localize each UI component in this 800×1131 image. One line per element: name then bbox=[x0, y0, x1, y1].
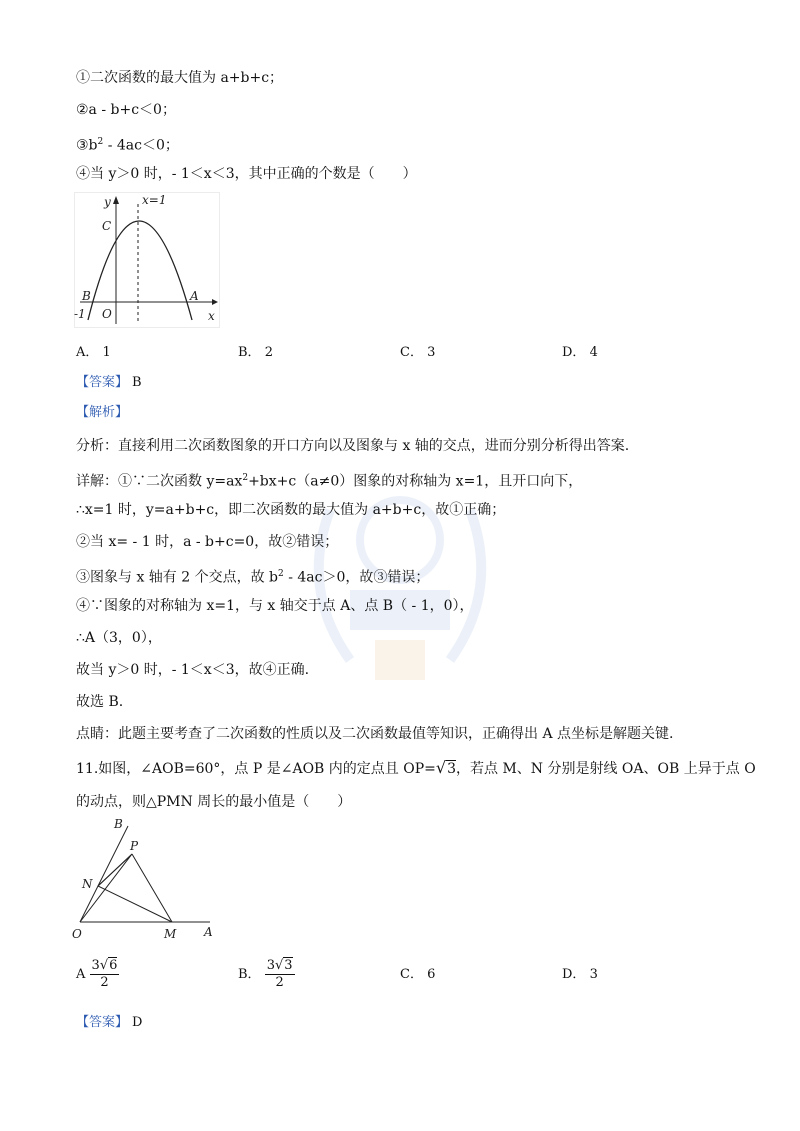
statement-3-post: - 4ac＜0； bbox=[103, 137, 179, 154]
q10-option-a bbox=[76, 344, 111, 362]
statement-4: ④当 y＞0 时，- 1＜x＜3，其中正确的个数是（ ） bbox=[76, 166, 417, 182]
q10-option-a-letter: A． bbox=[76, 345, 99, 360]
q10-option-d-letter: D． bbox=[562, 345, 586, 360]
origin-label: O bbox=[102, 307, 112, 321]
detail-line-2: ∴x=1 时，y=a+b+c，即二次函数的最大值为 a+b+c，故①正确； bbox=[76, 502, 506, 518]
q10-option-d bbox=[562, 344, 598, 362]
label-o: O bbox=[72, 927, 82, 941]
q11-stem-post: ，若点 M、N 分别是射线 OA、OB 上异于点 O bbox=[456, 761, 756, 777]
q11-option-b-coef: 3 bbox=[266, 958, 275, 973]
q11-answer-tag: 【答案】 bbox=[76, 1015, 129, 1030]
point-c-label: C bbox=[102, 219, 112, 233]
statement-2: ②a - b+c＜0； bbox=[76, 102, 176, 118]
q11-option-b bbox=[238, 958, 295, 991]
label-b: B bbox=[114, 817, 123, 831]
statement-3 bbox=[76, 132, 179, 156]
y-axis-arrow bbox=[113, 196, 119, 204]
q10-option-b bbox=[238, 344, 273, 362]
q10-analysis-tag bbox=[76, 402, 128, 423]
segment-n-aux bbox=[98, 858, 128, 886]
label-p: P bbox=[130, 839, 139, 853]
q11-option-a-coef: 3 bbox=[91, 958, 100, 973]
detail-line-5: ④∵图象的对称轴为 x=1，与 x 轴交于点 A、点 B（ - 1，0）， bbox=[76, 598, 474, 614]
q10-option-c bbox=[400, 344, 435, 362]
parabola-curve bbox=[88, 221, 192, 320]
x-label: x bbox=[208, 309, 215, 323]
q11-option-c-value: 6 bbox=[427, 967, 436, 982]
q10-option-d-value: 4 bbox=[589, 345, 598, 360]
detail-line-4-pre: ③图象与 x 轴有 2 个交点，故 b bbox=[76, 569, 279, 586]
angle-figure bbox=[72, 816, 218, 942]
answer-tag: 【答案】 bbox=[76, 375, 129, 390]
neg-one-label: -1 bbox=[74, 307, 86, 321]
q10-answer bbox=[76, 372, 142, 393]
q11-option-a-letter: A bbox=[76, 967, 86, 982]
q11-stem-sqrt: 3 bbox=[447, 761, 456, 777]
x-axis-arrow bbox=[212, 299, 218, 305]
q11-option-b-den: 2 bbox=[275, 975, 284, 990]
y-label: y bbox=[104, 195, 111, 209]
detail-line-3: ②当 x= - 1 时，a - b+c=0，故②错误； bbox=[76, 534, 339, 550]
q10-option-c-value: 3 bbox=[427, 345, 436, 360]
q11-stem-line-2: 的动点，则△PMN 周长的最小值是（ ） bbox=[76, 794, 352, 810]
statement-3-pre: ③b bbox=[76, 137, 98, 154]
q10-option-b-letter: B． bbox=[238, 345, 261, 360]
label-a: A bbox=[204, 925, 213, 939]
label-m: M bbox=[164, 927, 177, 941]
q11-option-c-letter: C． bbox=[400, 967, 423, 982]
statement-1: ①二次函数的最大值为 a+b+c； bbox=[76, 70, 284, 86]
detail-line-8: 故选 B. bbox=[76, 694, 124, 710]
detail-line-4 bbox=[76, 564, 429, 588]
analysis-tag: 【解析】 bbox=[76, 405, 129, 420]
q11-stem-line-1: 11.如图，∠AOB=60°，点 P 是∠AOB 内的定点且 OP=√3，若点 M、N 分别是射线 OA、OB 上异于点 O bbox=[76, 758, 756, 777]
q11-option-a-numerator: 3√6 bbox=[91, 958, 118, 973]
q10-option-c-letter: C． bbox=[400, 345, 423, 360]
q11-option-a bbox=[76, 958, 119, 991]
label-n: N bbox=[82, 877, 93, 891]
q11-option-a-rad: 6 bbox=[109, 958, 118, 973]
q11-option-b-numerator: 3√3 bbox=[266, 958, 293, 973]
key-point: 点睛：此题主要考查了二次函数的性质以及二次函数最值等知识，正确得出 A 点坐标是解题关键. bbox=[76, 726, 674, 742]
point-a-label: A bbox=[190, 289, 199, 303]
answer-value: B bbox=[132, 375, 142, 390]
detail-line-1-sup: 2 bbox=[242, 473, 249, 483]
q11-option-b-letter: B． bbox=[238, 967, 261, 982]
point-b-label: B bbox=[82, 289, 91, 303]
q11-option-c bbox=[400, 966, 435, 984]
q11-option-d-letter: D． bbox=[562, 967, 586, 982]
q10-option-b-value: 2 bbox=[264, 345, 273, 360]
q11-option-a-fraction bbox=[90, 958, 120, 991]
q11-option-d bbox=[562, 966, 598, 984]
detail-line-1 bbox=[76, 468, 582, 492]
q11-option-a-den: 2 bbox=[100, 975, 109, 990]
detail-line-7: 故当 y＞0 时，- 1＜x＜3，故④正确. bbox=[76, 662, 310, 678]
detail-line-6: ∴A（3，0）， bbox=[76, 630, 162, 646]
detail-line-4-sup: 2 bbox=[278, 569, 284, 579]
statement-3-sup: 2 bbox=[97, 137, 104, 147]
q11-option-d-value: 3 bbox=[589, 967, 598, 982]
q11-option-b-rad: 3 bbox=[284, 958, 293, 973]
q11-answer bbox=[76, 1012, 142, 1033]
detail-line-1-post: +bx+c（a≠0）图象的对称轴为 x=1，且开口向下， bbox=[248, 473, 583, 490]
q10-option-a-value: 1 bbox=[102, 345, 111, 360]
q11-stem-pre: 11.如图，∠AOB=60°，点 P 是∠AOB 内的定点且 OP= bbox=[76, 761, 436, 777]
ray-ob bbox=[80, 826, 128, 922]
detail-line-1-pre: 详解：①∵二次函数 y=ax bbox=[76, 473, 243, 490]
q11-option-b-fraction bbox=[265, 958, 295, 991]
analysis-summary: 分析：直接利用二次函数图象的开口方向以及图象与 x 轴的交点，进而分别分析得出答案. bbox=[76, 438, 630, 454]
parabola-graph bbox=[74, 192, 224, 328]
detail-line-4-post: - 4ac＞0，故③错误； bbox=[283, 569, 430, 586]
q11-answer-value: D bbox=[132, 1015, 143, 1030]
symmetry-label: x=1 bbox=[142, 193, 167, 207]
